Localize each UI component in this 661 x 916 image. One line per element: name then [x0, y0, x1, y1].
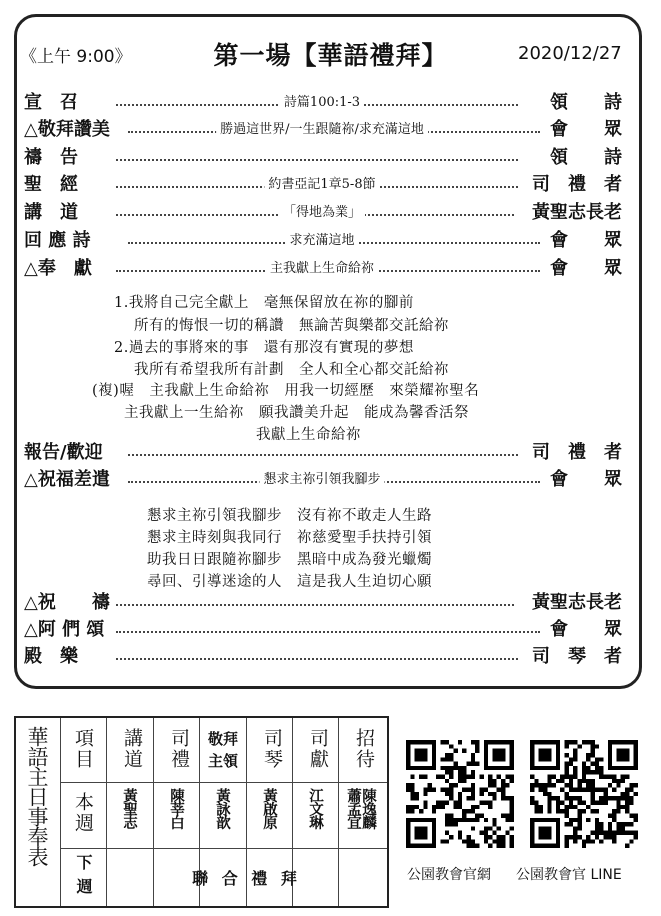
order-item-label: 禱 告 — [24, 147, 78, 168]
order-item-label: △祝福差遣 — [24, 469, 110, 490]
dot-leader — [116, 658, 518, 660]
lyric-line: 懇求主祢引領我腳步 沒有祢不敢走人生路 — [147, 508, 432, 524]
order-item-role: 領 詩 — [550, 92, 622, 113]
order-item-content: 詩篇100:1-3 — [280, 90, 364, 116]
order-item — [24, 590, 622, 616]
this-week-label: 本週 — [72, 792, 94, 834]
service-roster-table — [14, 716, 389, 908]
order-item — [24, 200, 622, 226]
lyric-line: 我所有希望我所有計劃 全人和全心都交託給祢 — [134, 362, 449, 378]
roster-column-header: 招待 — [353, 728, 375, 770]
order-item — [24, 617, 622, 643]
order-item-role: 黃聖志長老 — [532, 202, 622, 223]
order-item — [24, 256, 622, 282]
line-qr-caption: 公園教會官 LINE — [516, 867, 622, 883]
roster-column-header: 敬拜主領 — [207, 730, 238, 770]
lyric-line: 2.過去的事將來的事 還有那沒有實現的夢想 — [114, 340, 414, 356]
order-item-label: 報告/歡迎 — [24, 442, 103, 463]
roster-column-header: 司琴 — [261, 728, 283, 770]
lyric-line: (複)喔 主我獻上生命給祢 用我一切經歷 來榮耀祢聖名 — [92, 383, 480, 399]
order-item-content: 主我獻上生命給祢 — [266, 256, 378, 282]
next-week-note: 聯 合 禮 拜 — [192, 869, 301, 888]
lyric-line: 主我獻上一生給祢 願我讚美升起 能成為馨香活祭 — [124, 405, 469, 421]
roster-column-header: 司獻 — [307, 728, 329, 770]
order-item — [24, 90, 622, 116]
service-date: 2020/12/27 — [518, 43, 622, 64]
dot-leader — [128, 454, 518, 456]
roster-name: 陳莘白 — [168, 788, 184, 829]
order-item-role: 司 琴 者 — [532, 646, 622, 667]
service-title: 第一場【華語禮拜】 — [213, 41, 448, 70]
order-item-label: △敬拜讚美 — [24, 119, 110, 140]
order-item — [24, 145, 622, 171]
order-item-role: 司 禮 者 — [532, 174, 622, 195]
order-item — [24, 467, 622, 493]
order-item-label: 宣 召 — [24, 92, 78, 113]
roster-column-header: 講道 — [121, 728, 143, 770]
order-item-role: 司 禮 者 — [532, 442, 622, 463]
roster-name: 黃詠歆 — [214, 788, 230, 829]
dot-leader — [116, 631, 540, 633]
line-qr-code[interactable] — [530, 740, 638, 848]
order-item-label: 回 應 詩 — [24, 230, 91, 251]
dot-leader — [116, 604, 514, 606]
order-item — [24, 117, 622, 143]
roster-row-header: 項目 — [72, 728, 94, 770]
website-qr-caption: 公園教會官網 — [407, 867, 491, 883]
order-item-content: 勝過這世界/一生跟隨祢/求充滿這地 — [216, 117, 428, 143]
lyric-line: 懇求主時刻與我同行 祢慈愛聖手扶持引領 — [147, 530, 432, 546]
lyric-line: 1.我將自己完全獻上 毫無保留放在祢的腳前 — [114, 295, 414, 311]
lyric-line: 尋回、引導迷途的人 這是我人生迫切心願 — [147, 574, 432, 590]
order-item-label: △阿 們 頌 — [24, 619, 105, 640]
roster-name: 江文琳 — [307, 788, 323, 829]
lyric-line: 助我日日跟隨祢腳步 黑暗中成為發光蠟燭 — [147, 552, 432, 568]
lyric-line: 所有的悔恨一切的稱讚 無論苦與樂都交託給祢 — [134, 318, 449, 334]
roster-title: 華語主日事奉表 — [25, 726, 49, 866]
roster-column-header: 司禮 — [168, 728, 190, 770]
order-item-role: 黃聖志長老 — [532, 592, 622, 613]
order-item-role: 會 眾 — [550, 469, 622, 490]
order-item-label: 講 道 — [24, 202, 78, 223]
website-qr-code[interactable] — [406, 740, 514, 848]
roster-name: 黃啟原 — [261, 788, 277, 829]
order-item — [24, 228, 622, 254]
next-week-label: 下週 — [74, 854, 93, 902]
roster-name: 陳逸麟蕭孟宜 — [345, 788, 376, 829]
order-item-role: 會 眾 — [550, 119, 622, 140]
order-item-label: △奉 獻 — [24, 258, 92, 279]
order-item-label: 殿 樂 — [24, 646, 78, 667]
order-item-role: 會 眾 — [550, 619, 622, 640]
order-item-content: 約書亞記1章5-8節 — [264, 172, 379, 198]
order-item-content: 「得地為業」 — [279, 200, 365, 226]
order-item-content: 懇求主祢引領我腳步 — [259, 467, 384, 493]
roster-name: 黃聖志 — [121, 788, 137, 829]
order-item — [24, 172, 622, 198]
order-item — [24, 644, 622, 670]
order-item-role: 領 詩 — [550, 147, 622, 168]
order-item-role: 會 眾 — [550, 230, 622, 251]
order-item-label: △祝 禱 — [24, 592, 110, 613]
order-item-content: 求充滿這地 — [285, 228, 358, 254]
service-time: 《上午 9:00》 — [20, 47, 132, 67]
order-item-role: 會 眾 — [550, 258, 622, 279]
order-item-label: 聖 經 — [24, 174, 78, 195]
lyric-line: 我獻上生命給祢 — [256, 427, 361, 443]
dot-leader — [116, 159, 518, 161]
